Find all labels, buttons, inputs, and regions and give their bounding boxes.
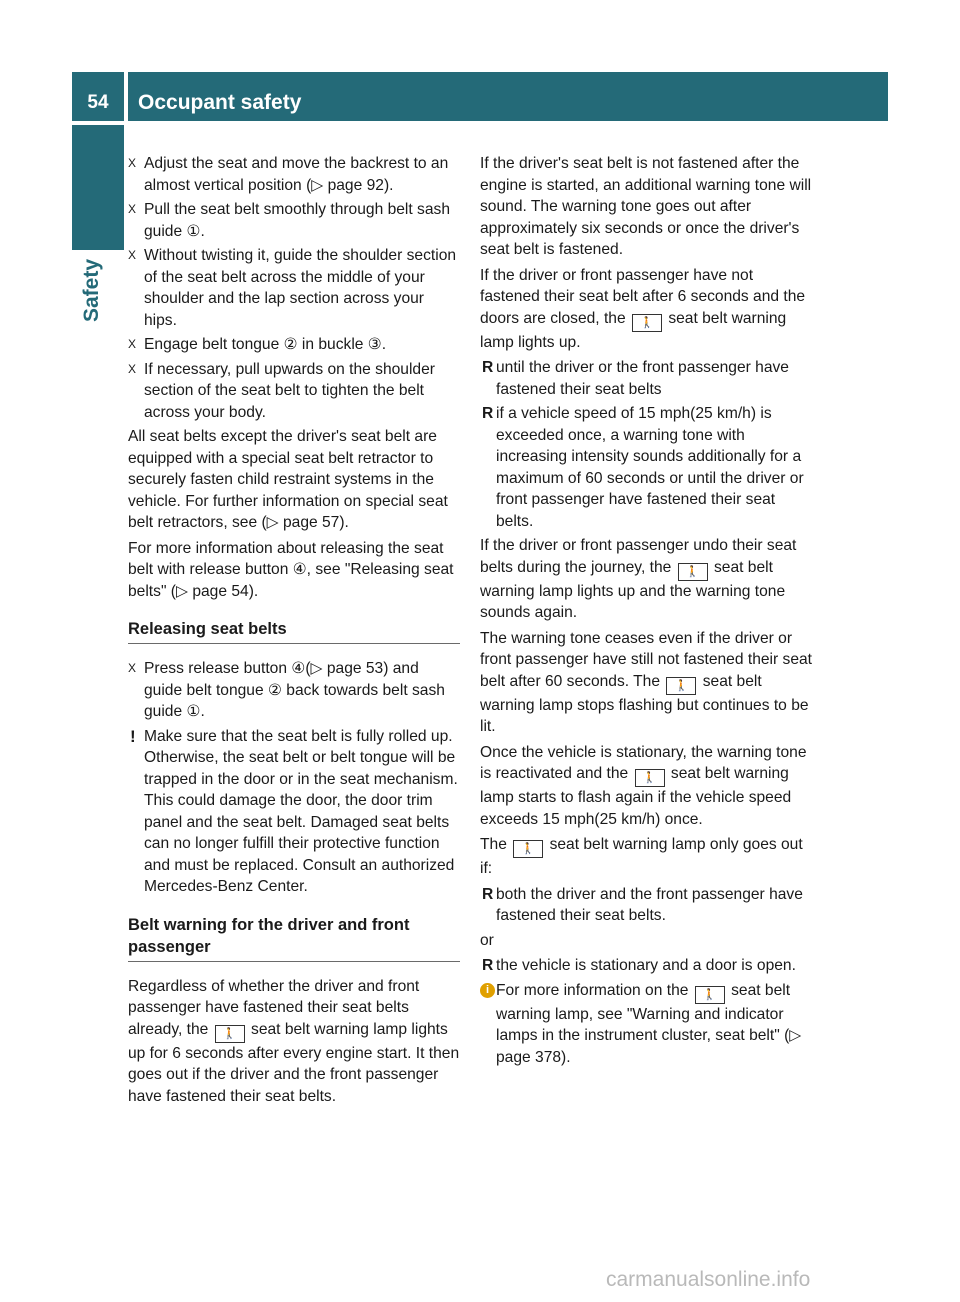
step-arrow-icon: X bbox=[128, 248, 137, 262]
seat-belt-lamp-icon: 🚶 bbox=[695, 986, 725, 1004]
seat-belt-lamp-icon: 🚶 bbox=[678, 563, 708, 581]
paragraph-ceases: The warning tone ceases even if the driver or front passenger have still not fastened their seat belt after 60 seconds. The 🚶 seat belt warning lamp stops flashing but continues to be lit. bbox=[480, 629, 812, 735]
heading-belt-warning: Belt warning for the driver and front passenger bbox=[128, 914, 460, 962]
side-label: Safety bbox=[80, 258, 103, 322]
seat-belt-lamp-icon: 🚶 bbox=[215, 1025, 245, 1043]
header-divider bbox=[124, 72, 128, 121]
step-arrow-icon: X bbox=[128, 361, 137, 376]
section-title: Occupant safety bbox=[138, 91, 302, 114]
info-note: i For more information on the 🚶 seat belt warning lamp, see "Warning and indicator lamps in the instrument cluster, seat belt" (▷ page 378). bbox=[480, 980, 814, 1069]
list-item: R if a vehicle speed of 15 mph(25 km/h) is exceeded once, a warning tone with increasing intensity sounds additionally for a maximum of 60 seconds or until the driver or front passenger have fastened their seat belts. bbox=[482, 405, 804, 530]
right-column bbox=[480, 153, 814, 1074]
step-item: X Without twisting it, guide the shoulder section of the seat belt across the middle of your shoulder and the lap section across your hips. bbox=[128, 247, 457, 329]
step-arrow-icon: X bbox=[128, 202, 137, 216]
paragraph-doors-closed: If the driver or front passenger have not fastened their seat belt after 6 seconds and the doors are closed, the 🚶 seat belt warning lamp lights up. bbox=[480, 266, 806, 351]
list-item: R until the driver or the front passenger have fastened their seat belts bbox=[482, 359, 789, 398]
paragraph-regardless: Regardless of whether the driver and front passenger have fastened their seat belts already, the 🚶 seat belt warning lamp lights up for 6 seconds after every engine start. It then goes out if the driver and the front passenger have fastened their seat belts. bbox=[128, 977, 460, 1105]
step-arrow-icon: X bbox=[128, 661, 137, 675]
seat-belt-lamp-icon: 🚶 bbox=[635, 769, 665, 787]
seat-belt-lamp-icon: 🚶 bbox=[632, 314, 662, 332]
paragraph-journey: If the driver or front passenger undo their seat belts during the journey, the 🚶 seat belt warning lamp lights up and the warning tone sounds again. bbox=[480, 537, 797, 621]
step-item: X Engage belt tongue ② in buckle ③. bbox=[128, 334, 460, 356]
paragraph-release-info: For more information about releasing the seat belt with release button ④, see "Releasing seat belts" (▷ page 54). bbox=[128, 539, 454, 600]
left-column bbox=[128, 153, 460, 1111]
warning-icon: ! bbox=[130, 726, 136, 746]
seat-belt-lamp-icon: 🚶 bbox=[513, 840, 543, 858]
step-arrow-icon: X bbox=[128, 156, 137, 170]
paragraph-retractor: All seat belts except the driver's seat belt are equipped with a special seat belt retractor to securely fasten child restraint systems in the vehicle. For further information on special seat belt retractors, see (▷ page 57). bbox=[128, 428, 448, 531]
watermark: carmanualsonline.info bbox=[606, 1268, 811, 1291]
list-item: R both the driver and the front passenger have fastened their seat belts. bbox=[482, 885, 803, 924]
step-item: X Adjust the seat and move the backrest to an almost vertical position (▷ page 92). bbox=[128, 155, 449, 194]
step-item: X If necessary, pull upwards on the shoulder section of the seat belt to tighten the belt across your body. bbox=[128, 360, 435, 421]
side-tab-block bbox=[72, 125, 124, 250]
heading-releasing-seat-belts: Releasing seat belts bbox=[128, 618, 460, 644]
paragraph-goes-out: The 🚶 seat belt warning lamp only goes out if: bbox=[480, 836, 803, 877]
list-item: R the vehicle is stationary and a door is open. bbox=[482, 957, 796, 974]
info-icon: i bbox=[480, 983, 495, 998]
warning-note: ! Make sure that the seat belt is fully rolled up. Otherwise, the seat belt or belt tongue will be trapped in the door or in the seat mechanism. This could damage the door, the door trim panel and the seat belt. Damaged seat belts can no longer fulfill their protective function and must be replaced. Consult an authorized Mercedes-Benz Center. bbox=[130, 726, 458, 895]
step-item: X Press release button ④(▷ page 53) and guide belt tongue ② back towards belt sash guide ①. bbox=[128, 660, 445, 720]
or-text: or bbox=[480, 931, 494, 949]
seat-belt-lamp-icon: 🚶 bbox=[666, 677, 696, 695]
step-item: X Pull the seat belt smoothly through belt sash guide ①. bbox=[128, 201, 450, 240]
page-number: 54 bbox=[87, 92, 109, 113]
paragraph-not-fastened: If the driver's seat belt is not fastened after the engine is started, an additional warning tone will sound. The warning tone goes out after approximately six seconds or once the driver's seat belt is fastened. bbox=[480, 155, 812, 258]
step-arrow-icon: X bbox=[128, 337, 137, 351]
paragraph-stationary: Once the vehicle is stationary, the warning tone is reactivated and the 🚶 seat belt warning lamp starts to flash again if the vehicle speed exceeds 15 mph(25 km/h) once. bbox=[480, 743, 807, 828]
